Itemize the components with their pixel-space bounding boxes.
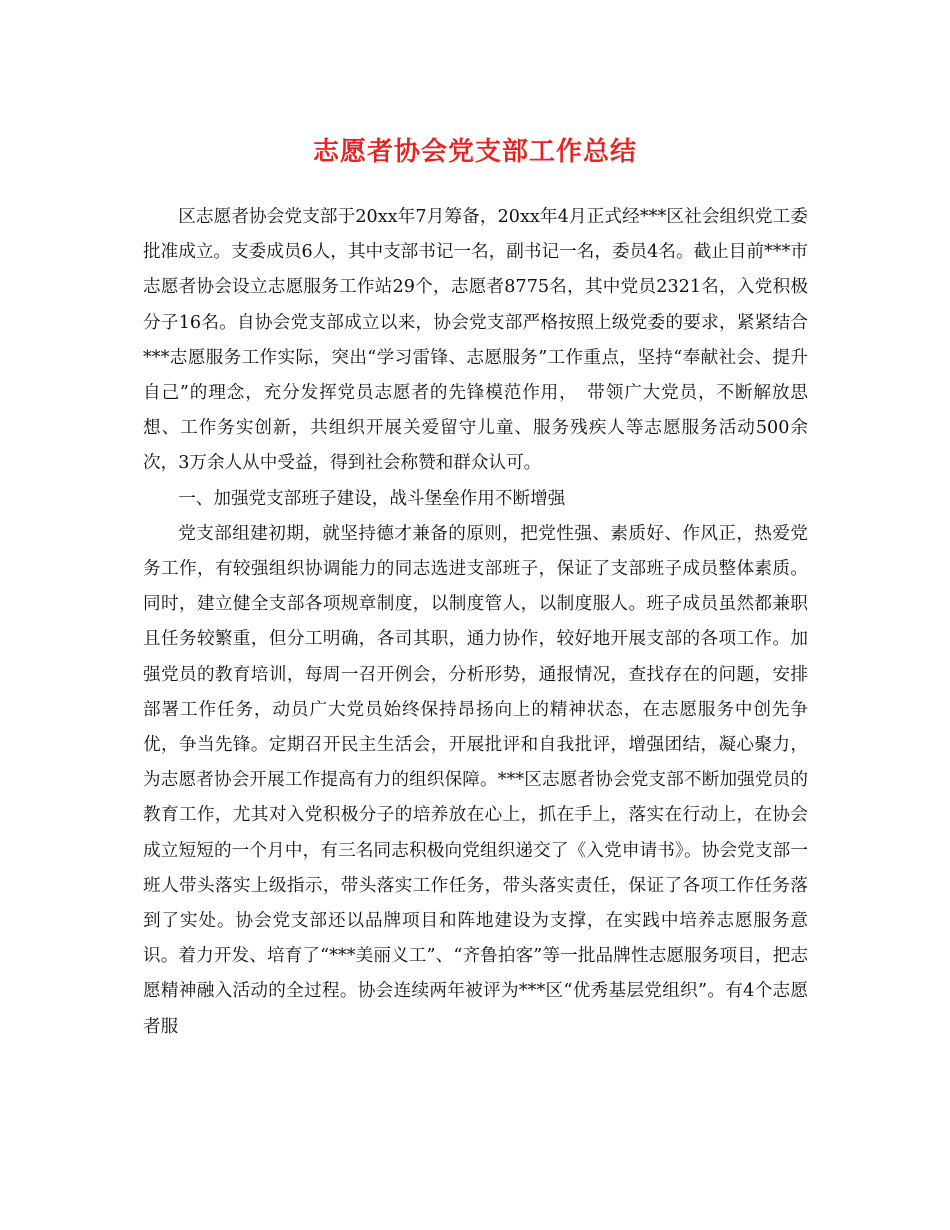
section-heading: 一、加强党支部班子建设，战斗堡垒作用不断增强 [178, 488, 566, 509]
body-paragraph: 区志愿者协会党支部于20xx年7月筹备，20xx年4月正式经***区社会组织党工委批准成立。支委成员6人，其中支部书记一名，副书记一名，委员4名。截止目前***市志愿者协会设立志愿服务工作站29个，志愿者8775名，其中党员2321名，入党积极分子16名。自协会党支部成立以来，协会党支部严格按照上级党委的要求，紧紧结合***志愿服务工作实际，突出“学习雷锋、志愿服务”工作重点，坚持“奉献社会、提升自己”的理念，充分发挥党员志愿者的先锋模范作用， 带领广大党员，不断解放思想、工作务实创新，共组织开展关爱留守儿童、服务残疾人等志愿服务活动500余次，3万余人从中受益，得到社会称赞和群众认可。 [143, 207, 808, 474]
document-title: 志愿者协会党支部工作总结 [312, 137, 637, 167]
body-paragraph: 党支部组建初期，就坚持德才兼备的原则，把党性强、素质好、作风正，热爱党务工作，有较强组织协调能力的同志选进支部班子，保证了支部班子成员整体素质。同时，建立健全支部各项规章制度，以制度管人，以制度服人。班子成员虽然都兼职且任务较繁重，但分工明确，各司其职，通力协作，较好地开展支部的各项工作。加强党员的教育培训，每周一召开例会，分析形势，通报情况，查找存在的问题，安排部署工作任务，动员广大党员始终保持昂扬向上的精神状态，在志愿服务中创先争优，争当先锋。定期召开民主生活会，开展批评和自我批评，增强团结，凝心聚力，为志愿者协会开展工作提高有力的组织保障。***区志愿者协会党支部不断加强党员的教育工作，尤其对入党积极分子的培养放在心上，抓在手上，落实在行动上，在协会成立短短的一个月中，有三名同志积极向党组织递交了《入党申请书》。协会党支部一班人带头落实上级指示，带头落实工作任务，带头落实责任，保证了各项工作任务落到了实处。协会党支部还以品牌项目和阵地建设为支撑，在实践中培养志愿服务意识。着力开发、培育了“***美丽义工”、“齐鲁拍客”等一批品牌性志愿服务项目，把志愿精神融入活动的全过程。协会连续两年被评为***区“优秀基层党组织”。有4个志愿者服 [143, 523, 808, 1037]
document-body [143, 200, 808, 1045]
